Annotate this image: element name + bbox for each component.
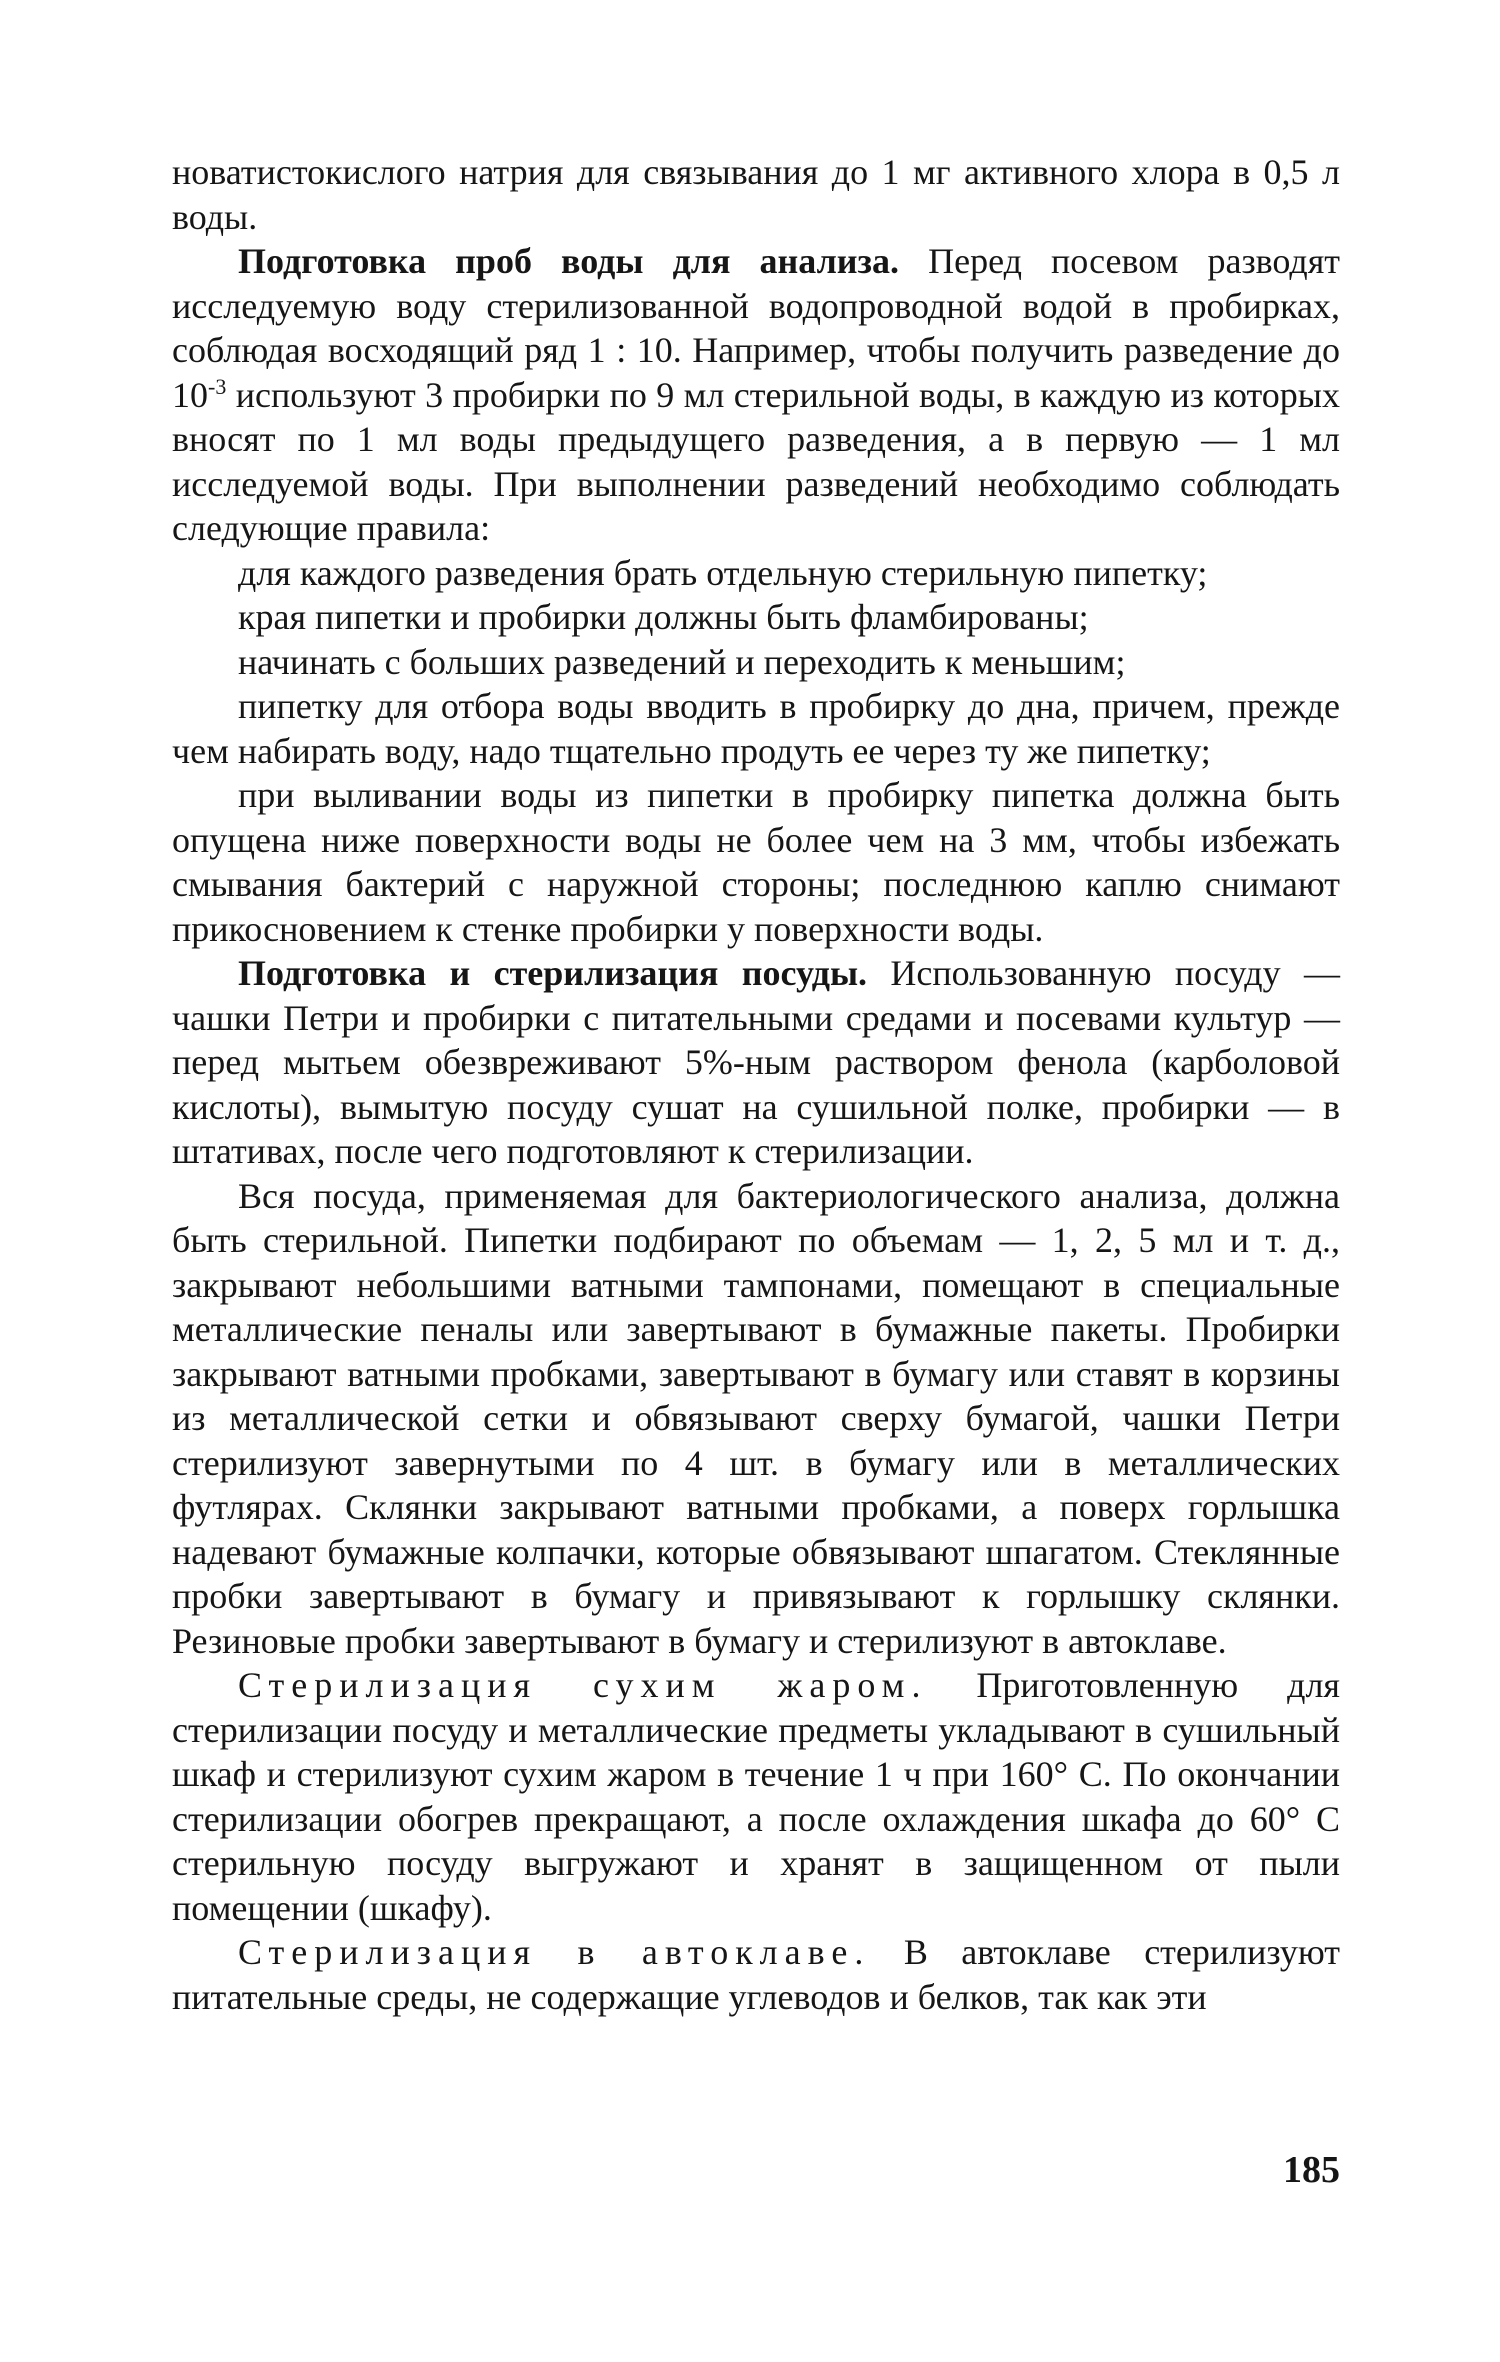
paragraph-glassware-sterilization: [172, 951, 1340, 1174]
rule-text: пипетку для отбора воды вводить в пробирку до дна, причем, прежде чем набирать воду, надо тщательно продуть ее через ту же пипетку;: [172, 686, 1340, 771]
paragraph-text: Использованную посуду — чашки Петри и пробирки с питательными средами и посевами культур — перед мытьем обезвреживают 5%-ным раствором фенола (карболовой кислоты), вымытую посуду сушат на сушильной полке, пробирки — в штативах, после чего подготовляют к стерилизации.: [172, 953, 1340, 1171]
rule-item: [172, 773, 1340, 951]
paragraph-dry-heat: [172, 1663, 1340, 1930]
paragraph-glassware-details: [172, 1174, 1340, 1664]
section-heading-sample-preparation: Подготовка проб воды для анализа.: [238, 241, 900, 281]
paragraph-text: В автоклаве стерилизуют питательные среды, не содержащие углеводов и белков, так как эти: [172, 1932, 1340, 2017]
rule-item: [172, 551, 1340, 596]
paragraph-text: новатистокислого натрия для связывания до 1 мг активного хлора в 0,5 л воды.: [172, 152, 1340, 237]
section-heading-autoclave: Стерилизация в автоклаве.: [238, 1932, 871, 1972]
paragraph-text: используют 3 пробирки по 9 мл стерильной воды, в каждую из которых вносят по 1 мл воды предыдущего разведения, а в первую — 1 мл исследуемой воды. При выполнении разведений необходимо соблюдать следующие правила:: [172, 374, 1340, 548]
page-body: [172, 150, 1340, 2019]
section-heading-dry-heat: Стерилизация сухим жаром.: [238, 1665, 928, 1705]
rule-text: при выливании воды из пипетки в пробирку пипетка должна быть опущена ниже поверхности воды не более чем на 3 мм, чтобы избежать смывания бактерий с наружной стороны; последнюю каплю снимают прикосновением к стенке пробирки у поверхности воды.: [172, 775, 1340, 949]
paragraph-text: Перед посевом разводят исследуемую воду стерилизованной водопроводной водой в пробирках, соблюдая восходящий ряд 1 : 10. Например, чтобы получить разведение до 10: [172, 241, 1340, 415]
paragraph-continuation: [172, 150, 1340, 239]
rule-text: для каждого разведения брать отдельную стерильную пипетку;: [238, 552, 1208, 593]
rule-item: [172, 684, 1340, 773]
rule-item: [172, 595, 1340, 640]
exponent: -3: [208, 373, 227, 399]
rule-text: края пипетки и пробирки должны быть фламбированы;: [238, 597, 1089, 637]
rule-text: начинать с больших разведений и переходить к меньшим;: [238, 641, 1126, 682]
section-heading-glassware-sterilization: Подготовка и стерилизация посуды.: [238, 953, 868, 993]
paragraph-sample-preparation: [172, 239, 1340, 551]
paragraph-autoclave: [172, 1930, 1340, 2019]
paragraph-text: Вся посуда, применяемая для бактериологического анализа, должна быть стерильной. Пипетки подбирают по объемам — 1, 2, 5 мл и т. д., закрывают небольшими ватными тампонами, помещают в специальные металлические пеналы или завертывают в бумажные пакеты. Пробирки закрывают ватными пробками, завертывают в бумагу или ставят в корзины из металлической сетки и обвязывают сверху бумагой, чашки Петри стерилизуют завернутыми по 4 шт. в бумагу или в металлических футлярах. Склянки закрывают ватными пробками, а поверх горлышка надевают бумажные колпачки, которые обвязывают шпагатом. Стеклянные пробки завертывают в бумагу и привязывают к горлышку склянки. Резиновые пробки завертывают в бумагу и стерилизуют в автоклаве.: [172, 1175, 1340, 1661]
rule-item: [172, 640, 1340, 685]
page-number: 185: [1283, 2149, 1340, 2191]
paragraph-text: Приготовленную для стерилизации посуду и металлические предметы укладывают в сушильный шкаф и стерилизуют сухим жаром в течение 1 ч при 160° С. По окончании стерилизации обогрев прекращают, а после охлаждения шкафа до 60° С стерильную посуду выгружают и хранят в защищенном от пыли помещении (шкафу).: [172, 1665, 1340, 1928]
